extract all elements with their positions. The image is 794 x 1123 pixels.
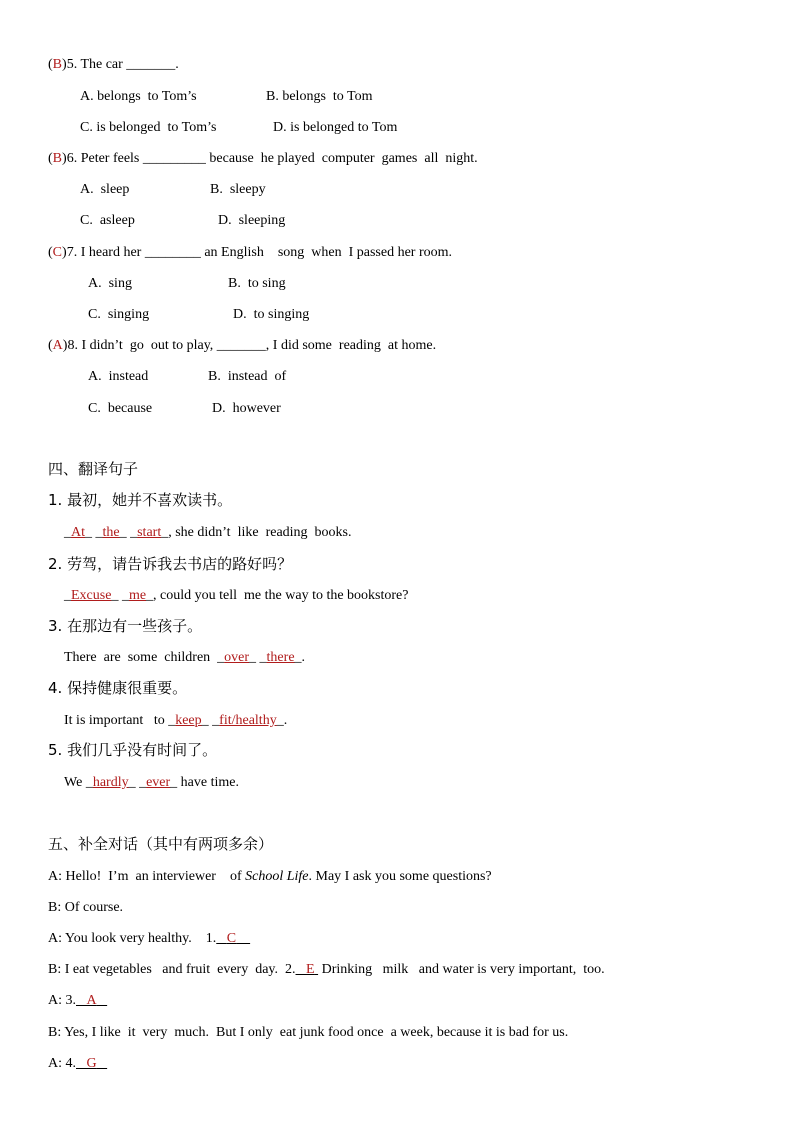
answer-word: ever [146, 775, 171, 790]
option-a: A. sing [88, 276, 132, 291]
chinese-sentence: 保持健康很重要。 [67, 679, 188, 697]
answer-word: the [102, 525, 120, 540]
dialogue-line-7 [48, 1055, 107, 1073]
item-number: 3. [48, 617, 63, 635]
sentence-end: , she didn’t like reading books. [168, 525, 352, 540]
translation-item-1-answer: _At_ _the_ _start_, she didn’t like reading books. [64, 525, 352, 540]
option-c: C. because [88, 401, 153, 416]
option-d: D. however [212, 401, 281, 416]
dialogue-text: Yes, I like it very much. But I only eat junk food once a week, because it is bad for us. [64, 1025, 569, 1040]
item-number: 5. [48, 741, 63, 759]
question-stem: I heard her [80, 245, 145, 260]
question-stem-end: . [175, 57, 179, 72]
option-b: B. to sing [228, 276, 286, 291]
dialogue-line-6 [48, 1024, 568, 1042]
option-b: B. belongs to Tom [266, 89, 373, 104]
option-c: C. is belonged to Tom’s [80, 120, 217, 135]
chinese-sentence: 最初，她并不喜欢读书。 [67, 491, 233, 509]
item-number: 4. [48, 679, 63, 697]
dialogue-text: You look very healthy. 1. [64, 931, 217, 946]
question-number: 5. [66, 57, 78, 72]
answer-word: fit/healthy [219, 713, 277, 728]
dialogue-text: 4. [65, 1056, 76, 1071]
question-stem: The car [80, 57, 127, 72]
dialogue-text: Of course. [64, 900, 124, 915]
dialogue-line-1 [48, 868, 492, 886]
answer-word: over [224, 650, 250, 665]
option-a: A. belongs to Tom’s [80, 89, 197, 104]
question-stem-end: , I did some reading at home. [265, 338, 437, 353]
option-c: C. asleep [80, 213, 135, 228]
sentence-start: It is important to [64, 713, 169, 728]
speaker: A: [48, 869, 62, 884]
sentence-start: We [64, 775, 86, 790]
dialogue-text: I eat vegetables and fruit every day. 2. [64, 962, 296, 977]
option-c: C. singing [88, 307, 150, 322]
sentence-end: . [301, 650, 306, 665]
item-number: 2. [48, 555, 63, 573]
chinese-sentence: 在那边有一些孩子。 [67, 617, 203, 635]
answer-word: me [128, 588, 147, 603]
blank: _________ [142, 151, 206, 166]
dialogue-line-3 [48, 930, 250, 948]
answer-letter: G [86, 1056, 97, 1071]
option-d: D. is belonged to Tom [273, 120, 398, 135]
question-number: 6. [66, 151, 78, 166]
translation-item-5-answer: We _hardly_ _ever_ have time. [64, 775, 239, 790]
question-number: 7. [66, 245, 78, 260]
speaker: B: [48, 900, 62, 915]
chinese-sentence: 劳驾，请告诉我去书店的路好吗？ [67, 555, 293, 573]
question-6: (B)6. Peter feels _________ because he played computer games all night. [48, 151, 478, 166]
sentence-end: , could you tell me the way to the bookstore? [153, 588, 409, 603]
translation-item-5-prompt [48, 741, 217, 759]
option-a: A. instead [88, 369, 149, 384]
chinese-sentence: 我们几乎没有时间了。 [67, 741, 218, 759]
answer-letter: A [52, 338, 63, 353]
question-stem-end: because he played computer games all night. [205, 151, 478, 166]
question-stem-end: an English song when I passed her room. [200, 245, 453, 260]
blank: _______ [216, 338, 266, 353]
answer-letter: B [52, 57, 63, 72]
option-a: A. sleep [80, 182, 130, 197]
translation-item-3-answer: There are some children _over_ _there_. [64, 650, 306, 665]
question-7: (C)7. I heard her ________ an English song when I passed her room. [48, 245, 453, 260]
translation-item-2-prompt [48, 555, 292, 573]
answer-word: start [137, 525, 162, 540]
dialogue-line-2 [48, 899, 123, 917]
item-number: 1. [48, 491, 63, 509]
sentence-start: There are some children [64, 650, 218, 665]
answer-letter: B [52, 151, 63, 166]
option-b: B. sleepy [210, 182, 266, 197]
section-4-title: 四、翻译句子 [48, 460, 139, 478]
dialogue-line-4 [48, 961, 605, 979]
translation-item-4-prompt [48, 679, 187, 697]
option-b: B. instead of [208, 369, 287, 384]
dialogue-text: 3. [65, 993, 76, 1008]
speaker: A: [48, 1056, 62, 1071]
answer-word: keep [175, 713, 202, 728]
translation-item-1-prompt [48, 491, 232, 509]
speaker: A: [48, 931, 62, 946]
option-d: D. to singing [233, 307, 310, 322]
question-number: 8. [67, 338, 78, 353]
question-stem: Peter feels [80, 151, 143, 166]
answer-word: At [71, 525, 85, 540]
answer-letter: E [306, 962, 315, 977]
dialogue-text-end: . May I ask you some questions? [308, 869, 492, 884]
answer-letter: A [86, 993, 97, 1008]
sentence-end: have time. [177, 775, 239, 790]
answer-word: Excuse [71, 588, 112, 603]
section-5-title: 五、补全对话（其中有两项多余） [48, 835, 274, 853]
speaker: B: [48, 1025, 62, 1040]
option-d: D. sleeping [218, 213, 286, 228]
answer-word: hardly [92, 775, 129, 790]
answer-letter: C [226, 931, 237, 946]
blank: ________ [144, 245, 201, 260]
sentence-end: . [283, 713, 288, 728]
question-stem: I didn’t go out to play, [81, 338, 217, 353]
answer-letter: C [52, 245, 63, 260]
dialogue-line-5 [48, 992, 107, 1010]
translation-item-4-answer: It is important to _keep_ _fit/healthy_. [64, 713, 288, 728]
speaker: A: [48, 993, 62, 1008]
translation-item-2-answer: _Excuse_ _me_, could you tell me the way to the bookstore? [64, 588, 409, 603]
magazine-title: School Life [245, 869, 309, 884]
answer-word: there [266, 650, 295, 665]
dialogue-text-end: Drinking milk and water is very important, too. [318, 962, 605, 977]
blank: _______ [126, 57, 176, 72]
question-5: (B)5. The car _______. [48, 57, 179, 72]
speaker: B: [48, 962, 62, 977]
dialogue-text: Hello! I’m an interviewer of [65, 869, 246, 884]
question-8: (A)8. I didn’t go out to play, _______, I did some reading at home. [48, 338, 437, 353]
translation-item-3-prompt [48, 617, 202, 635]
